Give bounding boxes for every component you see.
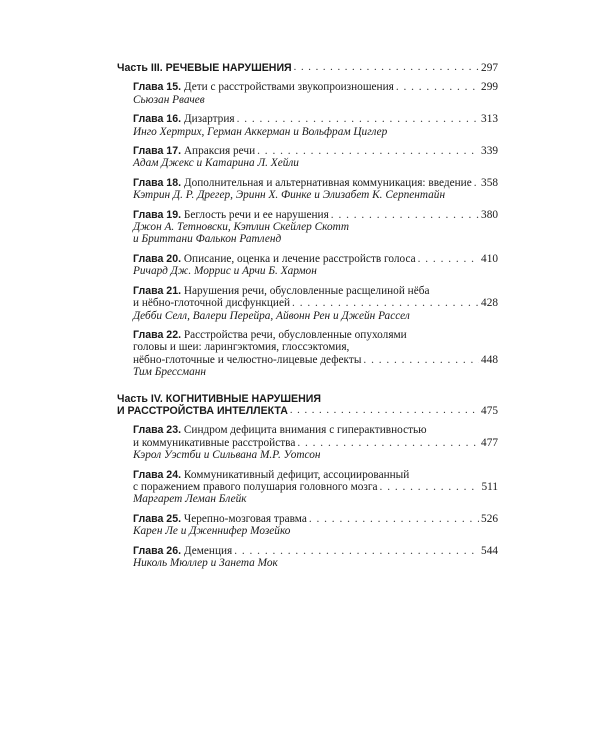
dot-leader — [396, 81, 479, 93]
chapter-label: Глава 19. — [133, 208, 182, 221]
chapter-title-text — [133, 437, 295, 449]
chapter-label: Глава 23. — [133, 424, 182, 437]
page-number: 526 — [481, 512, 498, 525]
chapter-title-text — [133, 297, 290, 309]
chapter-title: Расстройства речи, обусловленные опухолями — [183, 328, 407, 341]
chapter-title-text — [133, 113, 235, 125]
dot-leader — [418, 253, 479, 265]
chapter-title-line — [133, 253, 498, 265]
dot-leader — [234, 545, 479, 557]
chapter-authors: Кэтрин Д. Р. Дрегер, Эринн Х. Финке и Элизабет К. Серпентайн — [133, 189, 446, 202]
chapter-title-text — [133, 285, 430, 297]
toc-chapter[interactable] — [133, 145, 498, 170]
chapter-label: Глава 17. — [133, 145, 182, 158]
chapter-title-text — [133, 469, 409, 481]
part-title-line[interactable] — [117, 405, 498, 417]
chapter-label: Глава 18. — [133, 176, 182, 189]
chapter-title-line — [133, 437, 498, 449]
chapter-authors: и Бриттани Фалькон Ратленд — [133, 233, 282, 246]
chapter-title: Нарушения речи, обусловленные расщелиной нёба — [183, 284, 430, 297]
toc-chapter[interactable] — [133, 545, 498, 570]
page-number: 358 — [481, 176, 498, 189]
chapter-title-line — [133, 354, 498, 366]
chapter-title-line — [133, 469, 498, 481]
chapter-authors: Адам Джекс и Катарина Л. Хейли — [133, 157, 299, 170]
chapter-authors: Тим Брессманн — [133, 366, 206, 379]
dot-leader — [292, 297, 479, 309]
chapter-title: Коммуникативный дефицит, ассоциированный — [183, 468, 410, 481]
dot-leader — [380, 481, 480, 493]
chapter-label: Глава 26. — [133, 544, 182, 557]
chapter-title-text — [133, 177, 472, 189]
chapter-authors: Николь Мюллер и Занета Мок — [133, 557, 278, 569]
toc-chapter[interactable] — [133, 81, 498, 106]
page-number: 475 — [481, 404, 498, 417]
chapter-title: Дополнительная и альтернативная коммуникация: введение — [183, 176, 472, 189]
chapter-title-line — [133, 513, 498, 525]
toc-chapter[interactable] — [133, 209, 498, 246]
toc-chapter[interactable] — [133, 469, 498, 506]
part-title: Часть IV. КОГНИТИВНЫЕ НАРУШЕНИЯ — [117, 392, 321, 405]
chapter-label: Глава 21. — [133, 284, 182, 297]
chapter-title-text — [133, 253, 416, 265]
chapter-authors: Сьюзан Рвачев — [133, 93, 205, 106]
chapter-title-line — [133, 329, 498, 341]
chapter-title: Беглость речи и ее нарушения — [183, 208, 329, 221]
page-number: 410 — [481, 252, 498, 265]
chapter-title-text — [133, 329, 407, 341]
page-number: 448 — [481, 353, 498, 366]
chapter-label: Глава 22. — [133, 328, 182, 341]
chapter-title: Дети с расстройствами звукопроизношения — [183, 81, 394, 94]
chapter-label: Глава 25. — [133, 512, 182, 525]
dot-leader — [474, 177, 479, 189]
chapter-title-line — [133, 177, 498, 189]
toc-chapter[interactable] — [133, 285, 498, 322]
chapter-title-line — [133, 545, 498, 557]
chapter-title: Синдром дефицита внимания с гиперактивностью — [183, 424, 427, 437]
chapter-title: Дизартрия — [183, 113, 235, 126]
part-title-line[interactable] — [117, 62, 498, 74]
chapter-authors: Ричард Дж. Моррис и Арчи Б. Хармон — [133, 265, 317, 278]
page-number: 428 — [481, 297, 498, 310]
chapter-label: Глава 16. — [133, 113, 182, 126]
dot-leader — [309, 513, 479, 525]
chapter-title-text — [133, 545, 232, 557]
chapter-title-line — [133, 81, 498, 93]
dot-leader — [294, 62, 479, 74]
chapter-authors: Кэрол Уэстби и Сильвана М.Р. Уотсон — [133, 449, 321, 462]
chapter-title: нёбно-глоточные и челюстно-лицевые дефекты — [133, 353, 362, 366]
toc-chapter[interactable] — [133, 424, 498, 461]
chapter-title-line — [133, 285, 498, 297]
dot-leader — [290, 405, 479, 417]
toc-chapter[interactable] — [133, 113, 498, 138]
chapter-title: с поражением правого полушария головного мозга — [133, 480, 378, 493]
toc-chapter[interactable] — [133, 513, 498, 538]
chapter-title: головы и шеи: ларингэктомия, глоссэктомия, — [133, 341, 350, 354]
part-spacer — [117, 379, 498, 393]
chapter-authors: Карен Ле и Дженнифер Мозейко — [133, 525, 291, 538]
chapter-title: Черепно-мозговая травма — [183, 512, 307, 525]
chapter-title-text — [133, 341, 349, 353]
chapter-title-line — [133, 341, 498, 353]
chapter-authors: Инго Хертрих, Герман Аккерман и Вольфрам Циглер — [133, 125, 388, 138]
chapter-title: Апраксия речи — [183, 145, 256, 158]
page-number: 313 — [481, 113, 498, 126]
chapter-authors: Джон А. Тетновски, Кэтлин Скейлер Скотт — [133, 221, 350, 234]
chapter-title-line — [133, 209, 498, 221]
page-number: 299 — [481, 81, 498, 94]
chapter-label: Глава 20. — [133, 252, 182, 265]
chapter-title-text — [133, 209, 329, 221]
page-number: 297 — [481, 62, 498, 74]
chapter-title-line — [133, 424, 498, 436]
chapter-label: Глава 15. — [133, 81, 182, 94]
chapter-authors: Маргарет Леман Блейк — [133, 493, 247, 506]
dot-leader — [331, 209, 479, 221]
part-title: И РАССТРОЙСТВА ИНТЕЛЛЕКТА — [117, 404, 288, 417]
toc-part — [117, 393, 498, 418]
page-number: 477 — [481, 436, 498, 449]
chapter-title: Деменция — [183, 544, 233, 557]
dot-leader — [297, 437, 479, 449]
page-number: 339 — [481, 145, 498, 158]
toc-chapter[interactable] — [133, 329, 498, 379]
chapter-title: и нёбно-глоточной дисфункцией — [133, 297, 291, 310]
chapter-authors: Дебби Селл, Валери Перейра, Айвонн Рен и Джейн Рассел — [133, 309, 410, 322]
page-number: 544 — [481, 544, 498, 557]
toc-chapter[interactable] — [133, 253, 498, 278]
table-of-contents — [117, 62, 498, 569]
chapter-title: Описание, оценка и лечение расстройств голоса — [183, 252, 416, 265]
page-number: 511 — [481, 480, 498, 493]
chapter-label: Глава 24. — [133, 468, 182, 481]
page-number: 380 — [481, 208, 498, 221]
chapter-title-line — [133, 113, 498, 125]
dot-leader — [363, 354, 479, 366]
chapter-title-text — [133, 81, 394, 93]
toc-chapter[interactable] — [133, 177, 498, 202]
chapter-title-text — [133, 354, 361, 366]
chapter-title-text — [133, 424, 427, 436]
chapter-title: и коммуникативные расстройства — [133, 436, 296, 449]
chapter-title-line — [133, 481, 498, 493]
chapter-title-text — [133, 145, 255, 157]
part-title: Часть III. РЕЧЕВЫЕ НАРУШЕНИЯ — [117, 62, 292, 74]
dot-leader — [257, 145, 479, 157]
chapter-title-text — [133, 481, 378, 493]
toc-part — [117, 62, 498, 74]
chapter-title-line — [133, 145, 498, 157]
chapter-title-line — [133, 297, 498, 309]
dot-leader — [237, 113, 479, 125]
chapter-title-text — [133, 513, 307, 525]
